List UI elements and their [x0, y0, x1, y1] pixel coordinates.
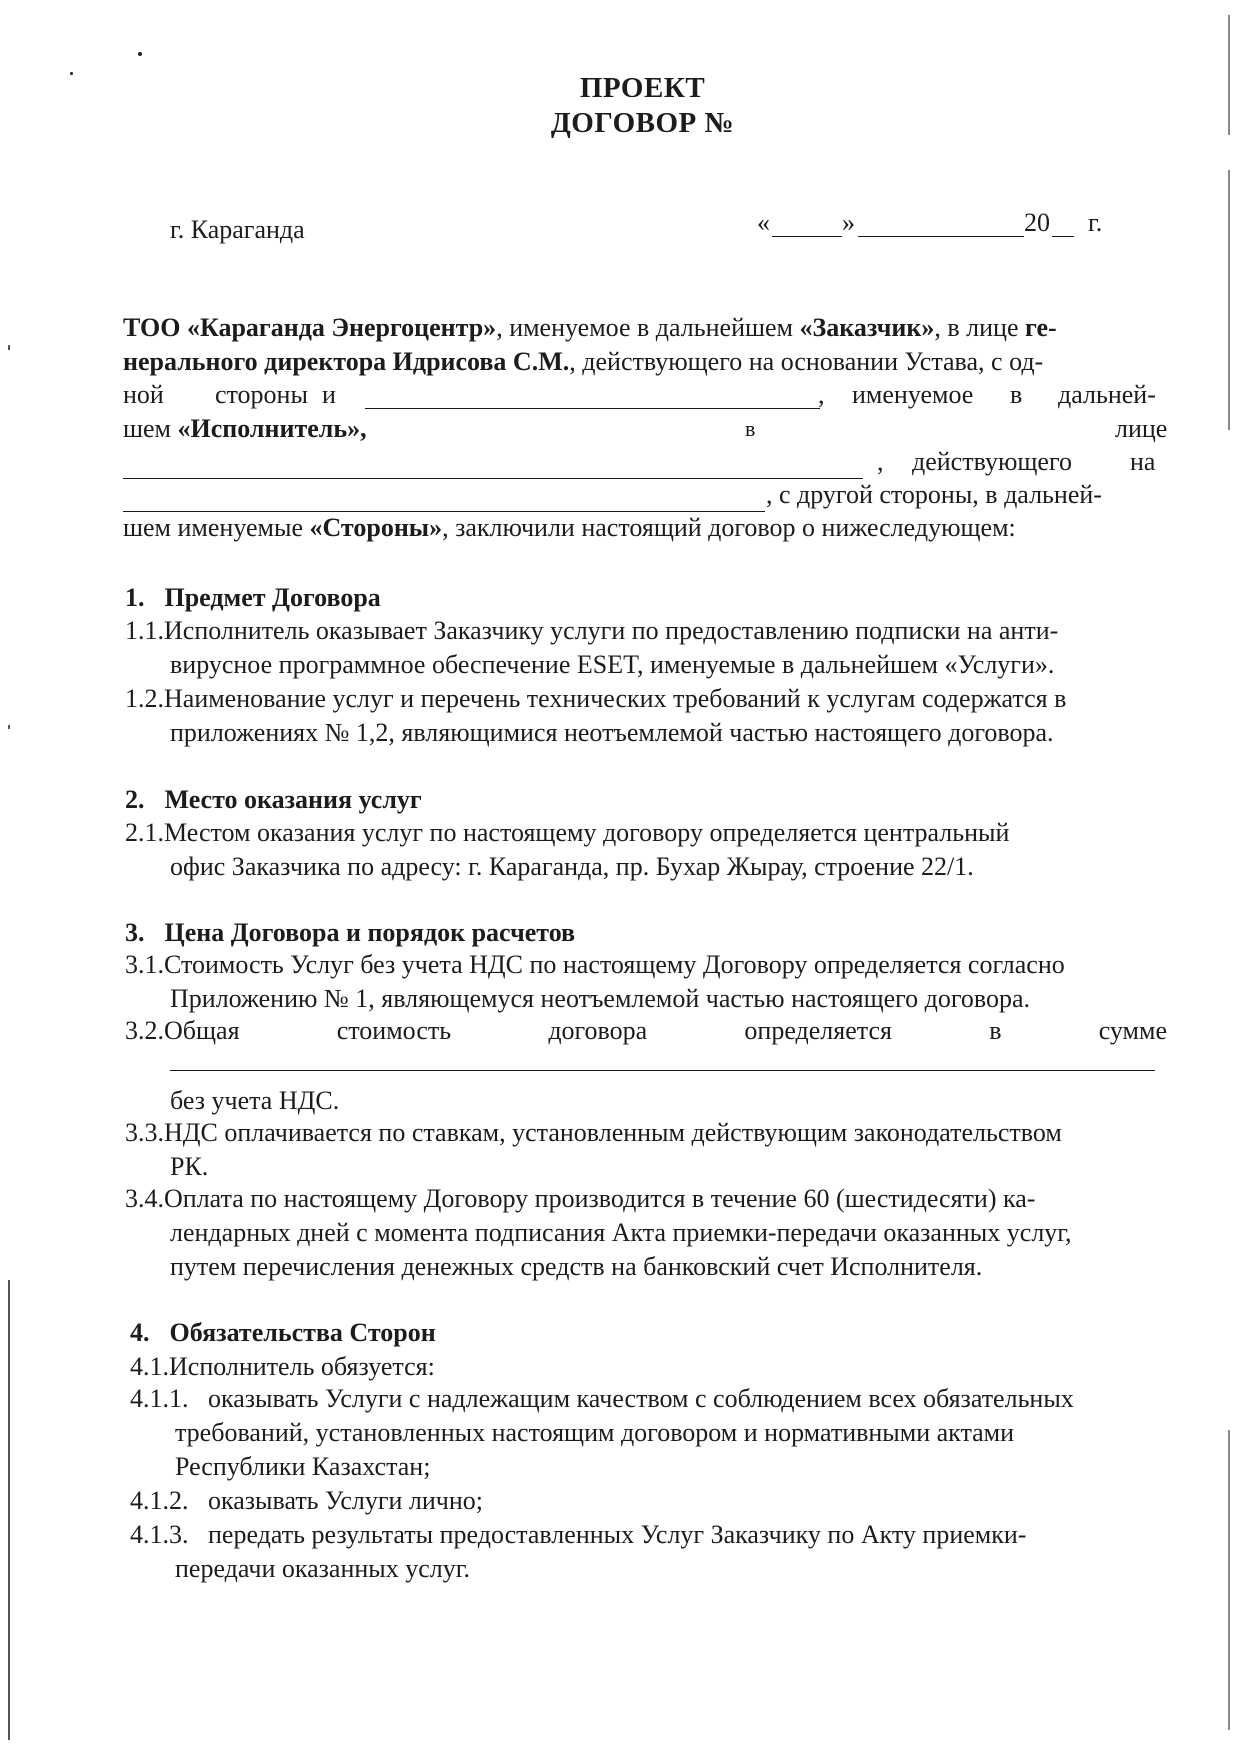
clause-4-1-1-cont-1: требований, установленных настоящим договором и нормативными актами: [175, 1418, 1015, 1447]
preamble-word: ,: [877, 447, 884, 476]
clause-3-2-cont: без учета НДС.: [170, 1086, 340, 1115]
preamble-word: именуемое: [852, 380, 974, 409]
basis-blank: [123, 511, 765, 512]
clause-1-2: 1.2.Наименование услуг и перечень технических требований к услугам содержатся в: [125, 684, 1067, 713]
document-title-contract: ДОГОВОР №: [550, 107, 735, 139]
executor-term: «Исполнитель»,: [177, 414, 367, 443]
clause-3-1-cont: Приложению № 1, являющемуся неотъемлемой частью настоящего договора.: [170, 984, 1031, 1013]
clause-1-2-cont: приложениях № 1,2, являющимися неотъемлемой частью настоящего договора.: [170, 718, 1054, 747]
preamble-line-1: ТОО «Караганда Энергоцентр», именуемое в дальнейшем «Заказчик», в лице ге-: [123, 313, 1057, 342]
representative-blank: [123, 478, 863, 479]
clause-1-1-cont: вирусное программное обеспечение ESET, именуемые в дальнейшем «Услуги».: [170, 650, 1055, 679]
date-quote-close: »: [842, 208, 855, 237]
clause-4-1-2-num: 4.1.2.: [130, 1486, 189, 1515]
section-1-heading: 1. Предмет Договора: [125, 583, 381, 612]
clause-3-4: 3.4.Оплата по настоящему Договору производится в течение 60 (шестидесяти) ка-: [125, 1184, 1036, 1213]
scan-edge-mark: [8, 725, 10, 729]
preamble-word: действующего: [912, 447, 1072, 476]
clause-4-1-3: передать результаты предоставленных Услуг Заказчику по Акту приемки-: [208, 1520, 1027, 1549]
clause-1-1: 1.1.Исполнитель оказывает Заказчику услуги по предоставлению подписки на анти-: [125, 616, 1059, 645]
org-name: ТОО «Караганда Энергоцентр»: [123, 313, 497, 342]
preamble-word: в: [745, 416, 756, 441]
scan-speck: [138, 52, 142, 56]
clause-2-1-cont: офис Заказчика по адресу: г. Караганда, пр. Бухар Жырау, строение 22/1.: [170, 852, 974, 881]
clause-4-1-3-cont: передачи оказанных услуг.: [175, 1554, 471, 1583]
preamble-line-2: нерального директора Идрисова С.М., действующего на основании Устава, с од-: [123, 347, 1044, 376]
director-name: нерального директора Идрисова С.М.: [123, 347, 570, 376]
scan-edge-mark: [1228, 1430, 1230, 1730]
preamble-line-4: шем «Исполнитель»,: [123, 414, 367, 443]
clause-4-1-1-num: 4.1.1.: [130, 1384, 189, 1413]
customer-term: «Заказчик»: [799, 313, 935, 342]
preamble-word: на: [1130, 447, 1156, 476]
preamble-line-7: шем именуемые «Стороны», заключили настоящий договор о нижеследующем:: [123, 513, 1016, 542]
city: г. Караганда: [170, 215, 305, 244]
document-title-draft: ПРОЕКТ: [579, 72, 706, 104]
preamble-word: в: [1010, 380, 1023, 409]
executor-name-blank: [365, 408, 820, 409]
date-year: 20: [1024, 208, 1050, 237]
scan-edge-mark: [1228, 170, 1230, 430]
parties-term: «Стороны»: [309, 513, 443, 542]
clause-3-2: 3.2.Общая стоимость договора определяется в сумме: [125, 1016, 1167, 1045]
date-year-blank: [1052, 236, 1074, 237]
date-day-blank: [772, 236, 842, 237]
clause-4-1-3-num: 4.1.3.: [130, 1520, 189, 1549]
contract-sum-blank: [170, 1070, 1155, 1071]
clause-3-3: 3.3.НДС оплачивается по ставкам, установленным действующим законодательством: [125, 1118, 1062, 1147]
clause-4-1-1-cont-2: Республики Казахстан;: [175, 1452, 431, 1481]
clause-2-1: 2.1.Местом оказания услуг по настоящему договору определяется центральный: [125, 818, 1010, 847]
scan-edge-mark: [8, 345, 10, 350]
preamble-word: ной: [123, 380, 164, 409]
scan-edge-mark: [8, 1280, 10, 1740]
clause-3-4-cont-1: лендарных дней с момента подписания Акта приемки-передачи оказанных услуг,: [170, 1218, 1072, 1247]
preamble-word: и: [322, 380, 336, 409]
clause-3-1: 3.1.Стоимость Услуг без учета НДС по настоящему Договору определяется согласно: [125, 950, 1065, 979]
date-quote-open: «: [757, 208, 770, 237]
preamble-word: дальней-: [1058, 380, 1156, 409]
preamble-word: стороны: [215, 380, 308, 409]
section-2-heading: 2. Место оказания услуг: [125, 785, 422, 814]
date-month-blank: [858, 236, 1024, 237]
clause-3-4-cont-2: путем перечисления денежных средств на банковский счет Исполнителя.: [170, 1252, 983, 1281]
preamble-word: ,: [818, 380, 825, 409]
clause-4-1-1: оказывать Услуги с надлежащим качеством с соблюдением всех обязательных: [208, 1384, 1074, 1413]
clause-3-3-cont: РК.: [170, 1152, 209, 1181]
preamble-line-6: , с другой стороны, в дальней-: [766, 480, 1102, 509]
clause-4-1: 4.1.Исполнитель обязуется:: [130, 1352, 435, 1381]
section-4-heading: 4. Обязательства Сторон: [130, 1318, 436, 1347]
date-year-suffix: г.: [1088, 208, 1103, 237]
clause-4-1-2: оказывать Услуги лично;: [208, 1486, 484, 1515]
preamble-word: лице: [1115, 414, 1168, 443]
section-3-heading: 3. Цена Договора и порядок расчетов: [125, 918, 576, 947]
